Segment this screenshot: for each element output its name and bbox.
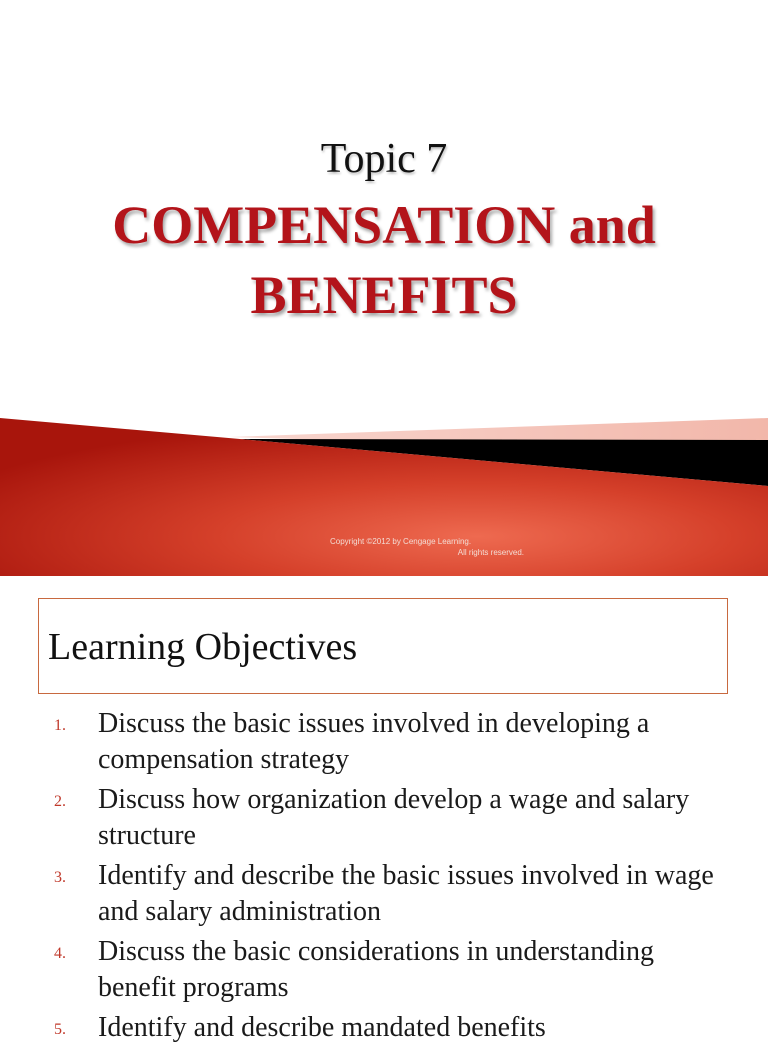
copyright-notice [330,536,524,558]
objectives-heading-box [38,598,728,694]
list-item-number: 5. [54,1021,66,1038]
slide-title-line-2: BENEFITS [250,265,518,325]
topic-label: Topic 7 [320,136,448,182]
list-item-text: Discuss the basic issues involved in developing a compensation strategy [98,708,650,775]
list-item-text: Identify and describe mandated benefits [98,1012,546,1043]
list-item-text: Discuss how organization develop a wage and salary structure [98,784,690,851]
list-item-number: 1. [54,717,66,734]
objectives-slide [0,576,768,1043]
list-item-number: 4. [54,945,66,962]
list-item-text: Identify and describe the basic issues involved in wage and salary administration [98,860,714,927]
list-item-text: Discuss the basic considerations in understanding benefit programs [98,936,655,1003]
list-item-number: 2. [54,793,66,810]
copyright-line-2: All rights reserved. [457,548,524,557]
copyright-line-1: Copyright ©2012 by Cengage Learning. [330,537,472,546]
objectives-heading: Learning Objectives [48,626,358,668]
slide-title [0,190,768,330]
list-item-number: 3. [54,869,66,886]
slide-title-line-1: COMPENSATION and [112,195,656,255]
